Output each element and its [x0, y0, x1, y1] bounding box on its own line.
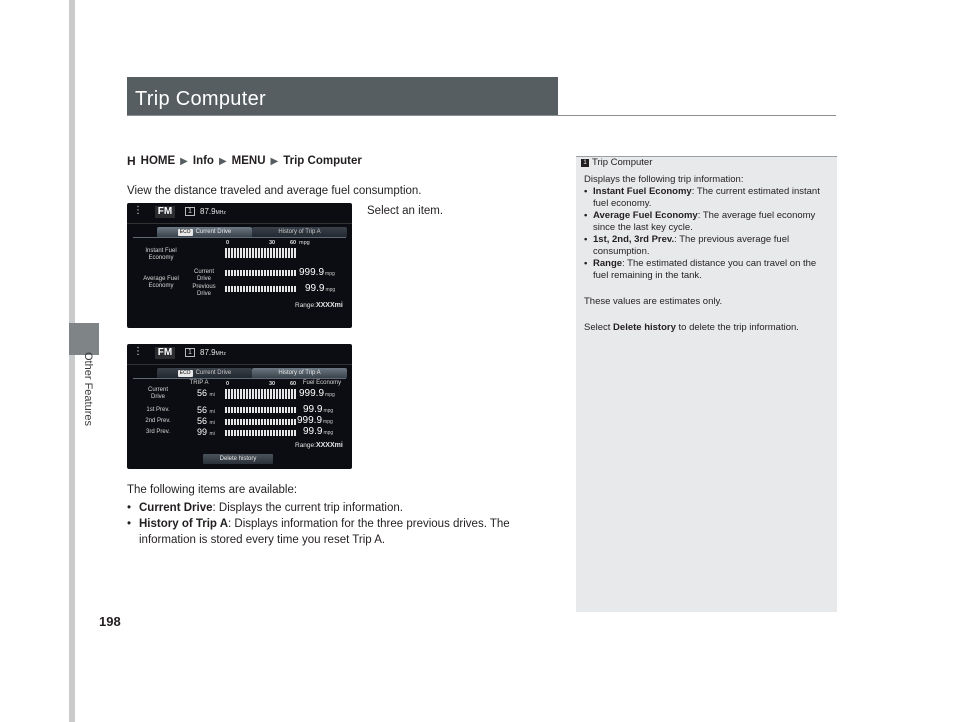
- range-readout: Range:XXXXmi: [295, 302, 343, 309]
- bar-segment: [261, 389, 263, 399]
- bar-segment: [261, 407, 263, 413]
- note-item-range: • Range: The estimated distance you can travel on the fuel remaining in the tank.: [584, 258, 817, 281]
- row-label-current-drive: Current Drive: [147, 387, 168, 400]
- bar-segment: [273, 419, 275, 425]
- bar-segment: [225, 430, 227, 436]
- bar-segment: [246, 407, 248, 413]
- breadcrumb: [127, 154, 362, 168]
- note-item-average: • Average Fuel Economy: The average fuel economy since the last key cycle.: [584, 210, 816, 233]
- bar-segment: [234, 248, 236, 258]
- bar-segment: [270, 270, 272, 276]
- select-item-text: Select an item.: [367, 205, 444, 217]
- row-2nd-prev-bar: [225, 419, 296, 425]
- screen-tabs: [157, 227, 347, 237]
- bar-segment: [294, 389, 296, 399]
- bar-segment: [288, 286, 290, 292]
- bar-segment: [267, 270, 269, 276]
- bar-segment: [261, 419, 263, 425]
- bar-segment: [243, 407, 245, 413]
- bar-segment: [270, 248, 272, 258]
- bar-segment: [225, 248, 227, 258]
- bar-segment: [237, 270, 239, 276]
- bar-segment: [270, 389, 272, 399]
- bar-segment: [294, 270, 296, 276]
- screen-tabs: [157, 368, 347, 378]
- bar-segment: [246, 270, 248, 276]
- eco-icon: ECO: [179, 229, 191, 235]
- bar-segment: [225, 270, 227, 276]
- bar-segment: [234, 270, 236, 276]
- bar-segment: [249, 407, 251, 413]
- bar-segment: [237, 430, 239, 436]
- bar-segment: [252, 419, 254, 425]
- bar-segment: [261, 286, 263, 292]
- bar-segment: [240, 407, 242, 413]
- bar-segment: [270, 407, 272, 413]
- bar-segment: [264, 407, 266, 413]
- row-3rd-prev-bar: [225, 430, 296, 436]
- bar-segment: [228, 419, 230, 425]
- header-separator: [127, 223, 352, 224]
- bar-segment: [282, 248, 284, 258]
- bar-segment: [279, 248, 281, 258]
- menu-icon: ⋮: [133, 346, 143, 357]
- header-separator: [127, 364, 352, 365]
- page-number: 198: [99, 614, 121, 629]
- row-value: 99.9mpg: [303, 404, 334, 415]
- bar-segment: [246, 389, 248, 399]
- bar-segment: [276, 248, 278, 258]
- label-current-drive: Current Drive: [193, 269, 214, 282]
- row-distance: 56 mi: [197, 388, 215, 398]
- note-intro: Displays the following trip information:: [584, 174, 744, 185]
- bar-segment: [252, 407, 254, 413]
- scale-30: 30: [269, 240, 276, 246]
- side-section-bar: [69, 0, 75, 722]
- scale-30: 30: [269, 381, 276, 387]
- bar-segment: [255, 270, 257, 276]
- row-current-bar: [225, 389, 296, 399]
- tab-history-trip-a[interactable]: History of Trip A: [252, 227, 347, 237]
- bar-segment: [267, 407, 269, 413]
- bar-segment: [228, 270, 230, 276]
- bar-segment: [234, 419, 236, 425]
- bar-segment: [291, 270, 293, 276]
- bar-segment: [291, 389, 293, 399]
- tab-underline: [133, 378, 346, 379]
- bar-segment: [258, 389, 260, 399]
- current-drive-value: 999.9mpg: [299, 267, 335, 278]
- menu-icon: ⋮: [133, 205, 143, 216]
- bar-segment: [225, 389, 227, 399]
- bar-segment: [231, 389, 233, 399]
- bar-segment: [240, 430, 242, 436]
- tab-current-drive[interactable]: ECO Current Drive: [157, 368, 252, 378]
- bar-segment: [231, 407, 233, 413]
- row-label-3rd-prev: 3rd Prev.: [146, 429, 170, 435]
- label-previous-drive: Previous Drive: [192, 284, 216, 297]
- fm-badge: FM: [155, 206, 175, 218]
- bar-segment: [243, 419, 245, 425]
- breadcrumb-home: HOME: [140, 155, 176, 167]
- bar-segment: [294, 248, 296, 258]
- bar-segment: [243, 270, 245, 276]
- bar-segment: [285, 407, 287, 413]
- bar-segment: [231, 286, 233, 292]
- bar-segment: [273, 389, 275, 399]
- bar-segment: [282, 419, 284, 425]
- bar-segment: [279, 286, 281, 292]
- bar-segment: [282, 270, 284, 276]
- bar-segment: [285, 430, 287, 436]
- bar-segment: [285, 270, 287, 276]
- bar-segment: [234, 430, 236, 436]
- delete-history-button[interactable]: Delete history: [203, 454, 273, 464]
- scale-60: 60: [290, 381, 297, 387]
- intro-text: View the distance traveled and average fuel consumption.: [127, 185, 422, 197]
- bar-segment: [231, 248, 233, 258]
- bar-segment: [282, 430, 284, 436]
- bar-segment: [267, 389, 269, 399]
- note-title: 1 Trip Computer: [581, 157, 652, 168]
- tab-history-trip-a[interactable]: History of Trip A: [252, 368, 347, 378]
- bar-segment: [234, 389, 236, 399]
- note-estimate: These values are estimates only.: [584, 296, 723, 307]
- instant-economy-bar: [225, 248, 296, 258]
- trip-computer-note: [576, 156, 837, 612]
- bar-segment: [285, 286, 287, 292]
- frequency: 87.9MHz: [200, 348, 226, 357]
- row-label-1st-prev: 1st Prev.: [146, 407, 170, 413]
- scale-unit: mpg: [299, 240, 310, 246]
- bar-segment: [294, 286, 296, 292]
- breadcrumb-info: Info: [192, 155, 214, 167]
- bar-segment: [288, 248, 290, 258]
- bar-segment: [225, 286, 227, 292]
- bar-segment: [228, 430, 230, 436]
- row-value: 99.9mpg: [303, 426, 334, 437]
- bar-segment: [273, 430, 275, 436]
- row-distance: 56 mi: [197, 416, 215, 426]
- screen-current-drive: [127, 203, 352, 328]
- bar-segment: [243, 389, 245, 399]
- bar-segment: [240, 389, 242, 399]
- bar-segment: [225, 407, 227, 413]
- fm-badge: FM: [155, 347, 175, 359]
- screen-history-trip-a: [127, 344, 352, 469]
- bar-segment: [264, 286, 266, 292]
- bar-segment: [276, 286, 278, 292]
- bar-segment: [279, 270, 281, 276]
- home-h-icon: H: [127, 154, 136, 168]
- bar-segment: [231, 270, 233, 276]
- bar-segment: [258, 407, 260, 413]
- bar-segment: [228, 248, 230, 258]
- bar-segment: [252, 286, 254, 292]
- bar-segment: [285, 248, 287, 258]
- bar-segment: [249, 430, 251, 436]
- bar-segment: [249, 389, 251, 399]
- bar-segment: [237, 389, 239, 399]
- previous-drive-bar: [225, 286, 296, 292]
- bar-segment: [249, 419, 251, 425]
- bar-segment: [225, 419, 227, 425]
- bar-segment: [237, 248, 239, 258]
- bar-segment: [282, 286, 284, 292]
- row-label-2nd-prev: 2nd Prev.: [145, 418, 171, 424]
- bar-segment: [279, 419, 281, 425]
- range-readout: Range:XXXXmi: [295, 442, 343, 449]
- bar-segment: [264, 270, 266, 276]
- note-delete: Select Delete history to delete the trip information.: [584, 322, 799, 333]
- bar-segment: [279, 389, 281, 399]
- note-item-instant: • Instant Fuel Economy: The current estimated instant fuel economy.: [584, 186, 820, 209]
- bar-segment: [243, 248, 245, 258]
- label-average-fuel-economy: Average Fuel Economy: [143, 276, 179, 289]
- bar-segment: [252, 248, 254, 258]
- bar-segment: [291, 407, 293, 413]
- bar-segment: [276, 407, 278, 413]
- fuel-economy-label: Fuel Economy: [302, 380, 342, 386]
- bar-segment: [288, 430, 290, 436]
- bar-segment: [264, 389, 266, 399]
- bar-segment: [273, 286, 275, 292]
- bar-segment: [258, 286, 260, 292]
- bar-segment: [261, 270, 263, 276]
- bar-segment: [264, 419, 266, 425]
- eco-icon: ECO: [179, 370, 191, 376]
- bar-segment: [264, 430, 266, 436]
- bar-segment: [255, 407, 257, 413]
- bar-segment: [234, 286, 236, 292]
- bar-segment: [255, 430, 257, 436]
- bar-segment: [273, 248, 275, 258]
- breadcrumb-arrow-icon: ▶: [180, 155, 188, 167]
- bullet-history-trip-a: • History of Trip A: Displays information for the three previous drives. The information is stored every time you reset Trip A.: [127, 518, 510, 546]
- bar-segment: [264, 248, 266, 258]
- bar-segment: [258, 419, 260, 425]
- bar-segment: [228, 389, 230, 399]
- row-1st-prev-bar: [225, 407, 296, 413]
- scale-60: 60: [290, 240, 297, 246]
- current-drive-bar: [225, 270, 296, 276]
- channel-icon: 1: [185, 348, 195, 357]
- bar-segment: [276, 430, 278, 436]
- bar-segment: [237, 286, 239, 292]
- breadcrumb-arrow-icon: ▶: [218, 155, 227, 167]
- bar-segment: [249, 270, 251, 276]
- bar-segment: [240, 419, 242, 425]
- bar-segment: [267, 286, 269, 292]
- bar-segment: [258, 430, 260, 436]
- bar-segment: [252, 430, 254, 436]
- page-title: Trip Computer: [135, 88, 266, 110]
- tab-underline: [133, 237, 346, 238]
- previous-drive-value: 99.9mpg: [305, 283, 336, 294]
- bullet-current-drive: • Current Drive: Displays the current trip information.: [127, 502, 403, 514]
- available-items-heading: The following items are available:: [127, 484, 298, 496]
- bar-segment: [261, 248, 263, 258]
- bar-segment: [252, 389, 254, 399]
- bar-segment: [270, 430, 272, 436]
- row-value: 999.9mpg: [297, 415, 333, 426]
- bar-segment: [231, 419, 233, 425]
- bar-segment: [273, 270, 275, 276]
- bar-segment: [276, 270, 278, 276]
- bar-segment: [270, 286, 272, 292]
- frequency: 87.9MHz: [200, 207, 226, 216]
- trip-a-label: TRIP A: [189, 380, 209, 386]
- bar-segment: [294, 407, 296, 413]
- bar-segment: [267, 430, 269, 436]
- bar-segment: [291, 419, 293, 425]
- bar-segment: [243, 286, 245, 292]
- bar-segment: [243, 430, 245, 436]
- bar-segment: [255, 286, 257, 292]
- bar-segment: [246, 430, 248, 436]
- breadcrumb-trip-computer: Trip Computer: [283, 155, 362, 167]
- tab-current-drive[interactable]: ECO Current Drive: [157, 227, 252, 237]
- bar-segment: [267, 419, 269, 425]
- bar-segment: [258, 270, 260, 276]
- bar-segment: [240, 286, 242, 292]
- row-distance: 56 mi: [197, 405, 215, 415]
- note-header: [576, 156, 837, 170]
- label-instant-fuel-economy: Instant Fuel Economy: [145, 248, 177, 261]
- bar-segment: [234, 407, 236, 413]
- bar-segment: [240, 270, 242, 276]
- note-marker-icon: 1: [581, 159, 589, 167]
- channel-icon: 1: [185, 207, 195, 216]
- bar-segment: [237, 407, 239, 413]
- bar-segment: [288, 419, 290, 425]
- bar-segment: [261, 430, 263, 436]
- bar-segment: [246, 248, 248, 258]
- bar-segment: [228, 407, 230, 413]
- bar-segment: [249, 286, 251, 292]
- breadcrumb-menu: MENU: [231, 155, 266, 167]
- bar-segment: [267, 248, 269, 258]
- bar-segment: [276, 419, 278, 425]
- breadcrumb-arrow-icon: ▶: [270, 155, 279, 167]
- bar-segment: [294, 430, 296, 436]
- bar-segment: [249, 248, 251, 258]
- bar-segment: [255, 248, 257, 258]
- scale-0: 0: [226, 381, 230, 387]
- row-distance: 99 mi: [197, 427, 215, 437]
- bar-segment: [246, 286, 248, 292]
- bar-segment: [246, 419, 248, 425]
- note-item-prev: • 1st, 2nd, 3rd Prev.: The previous average fuel consumption.: [584, 234, 790, 257]
- bar-segment: [240, 248, 242, 258]
- bar-segment: [294, 419, 296, 425]
- bar-segment: [279, 430, 281, 436]
- bar-segment: [279, 407, 281, 413]
- bar-segment: [273, 407, 275, 413]
- title-underline: [127, 115, 836, 116]
- side-section-tab: [69, 323, 99, 355]
- bar-segment: [255, 389, 257, 399]
- row-value: 999.9mpg: [299, 388, 335, 399]
- bar-segment: [282, 389, 284, 399]
- bar-segment: [288, 407, 290, 413]
- bar-segment: [285, 389, 287, 399]
- side-section-label: Other Features: [82, 352, 94, 426]
- bar-segment: [231, 430, 233, 436]
- bar-segment: [228, 286, 230, 292]
- bar-segment: [258, 248, 260, 258]
- bar-segment: [288, 389, 290, 399]
- bar-segment: [252, 270, 254, 276]
- bar-segment: [291, 248, 293, 258]
- bar-segment: [282, 407, 284, 413]
- bar-segment: [285, 419, 287, 425]
- bar-segment: [291, 430, 293, 436]
- bar-segment: [288, 270, 290, 276]
- scale-0: 0: [226, 240, 230, 246]
- bar-segment: [237, 419, 239, 425]
- note-body: [584, 174, 832, 334]
- bar-segment: [255, 419, 257, 425]
- bar-segment: [291, 286, 293, 292]
- bar-segment: [270, 419, 272, 425]
- bar-segment: [276, 389, 278, 399]
